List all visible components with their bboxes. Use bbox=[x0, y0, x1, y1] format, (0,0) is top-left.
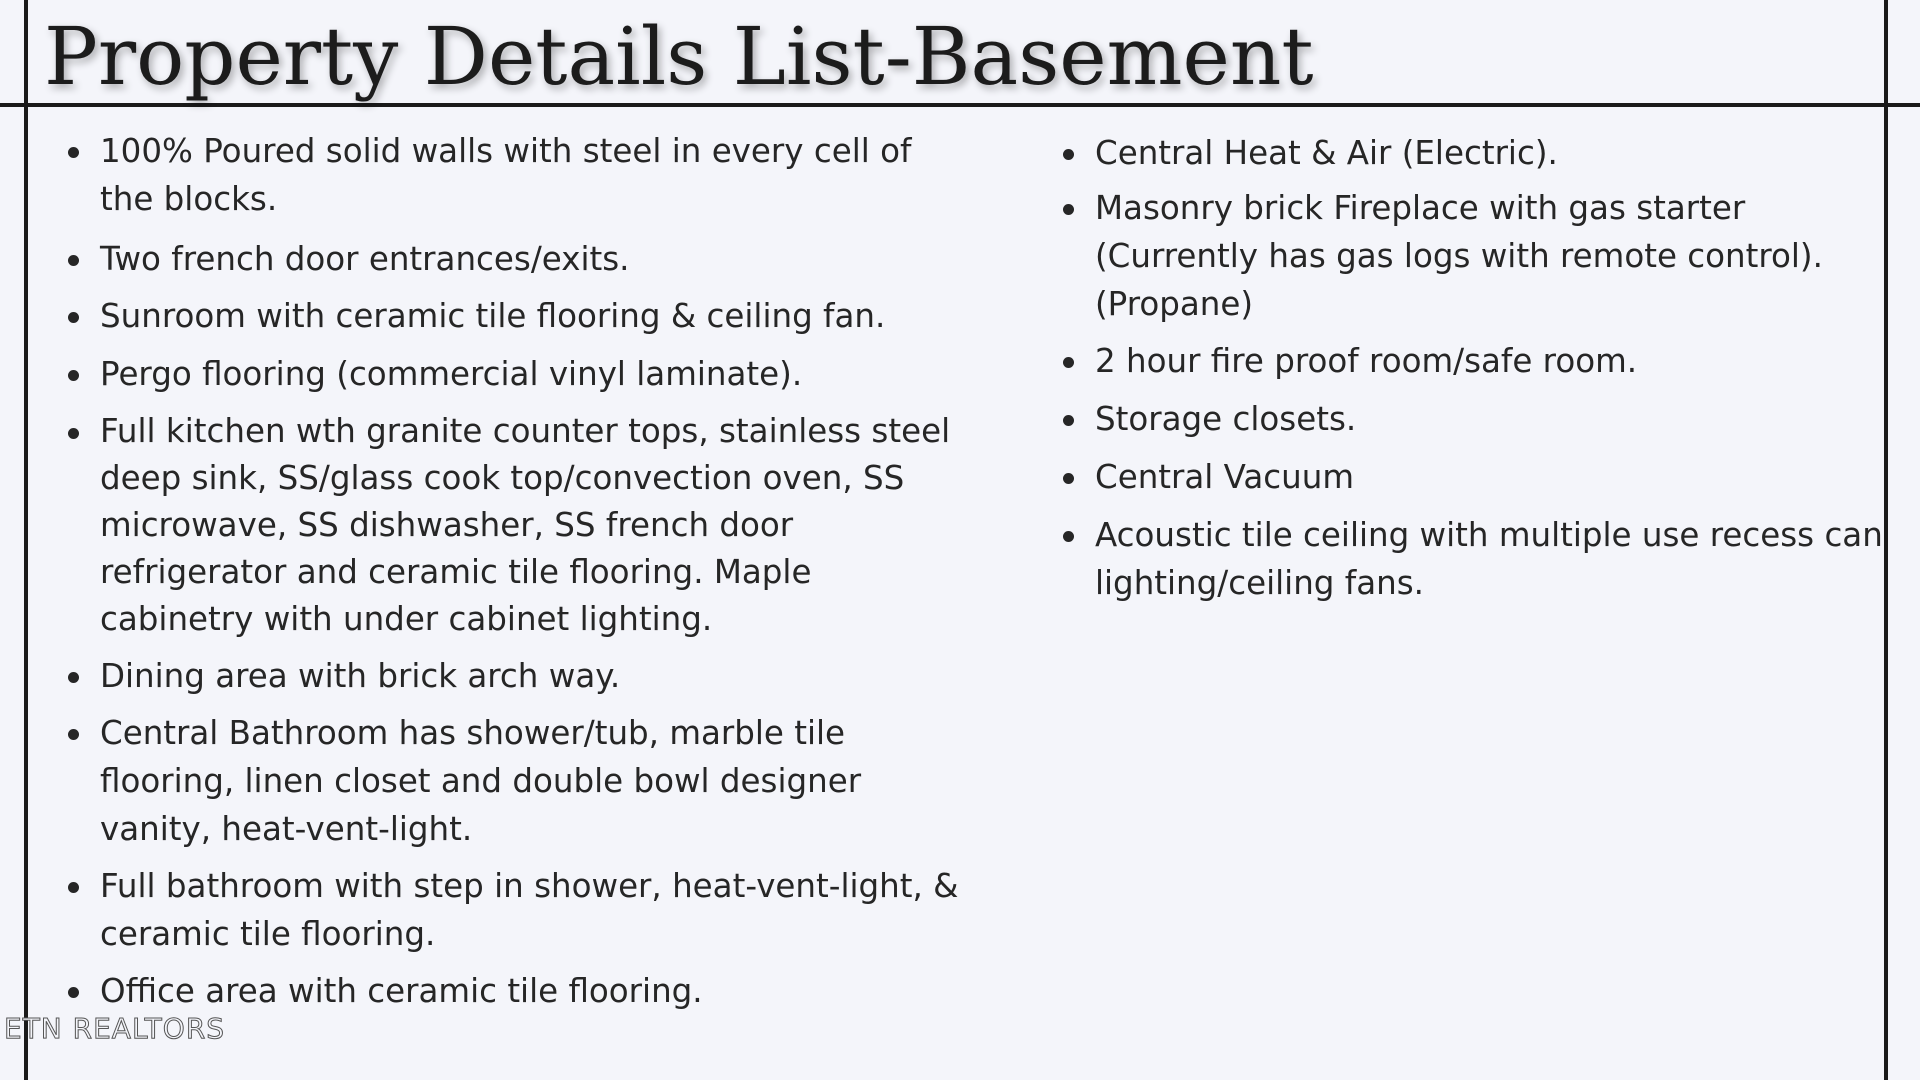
left-details-list bbox=[100, 127, 970, 1024]
list-item: Office area with ceramic tile flooring. bbox=[100, 967, 970, 1015]
list-item: Central Vacuum bbox=[1095, 453, 1885, 501]
list-item: Two french door entrances/exits. bbox=[100, 235, 970, 283]
list-item: Dining area with brick arch way. bbox=[100, 652, 970, 700]
list-item: Full kitchen wth granite counter tops, stainless steel deep sink, SS/glass cook top/convection oven, SS microwave, SS dishwasher, SS french door refrigerator and ceramic tile flooring. Maple cabinetry with under cabinet lighting. bbox=[100, 408, 970, 643]
list-item: Central Heat & Air (Electric). bbox=[1095, 129, 1885, 177]
page-title: Property Details List-Basement bbox=[44, 10, 1314, 103]
list-item: Central Bathroom has shower/tub, marble tile flooring, linen closet and double bowl designer vanity, heat-vent-light. bbox=[100, 709, 970, 853]
list-item: Masonry brick Fireplace with gas starter (Currently has gas logs with remote control). (Propane) bbox=[1095, 184, 1885, 328]
list-item: 100% Poured solid walls with steel in every cell of the blocks. bbox=[100, 127, 970, 223]
list-item: 2 hour fire proof room/safe room. bbox=[1095, 337, 1885, 385]
list-item: Full bathroom with step in shower, heat-vent-light, & ceramic tile flooring. bbox=[100, 862, 970, 958]
list-item: Storage closets. bbox=[1095, 395, 1885, 443]
watermark-logo-text: ETN REALTORS bbox=[4, 1012, 226, 1045]
list-item: Pergo flooring (commercial vinyl laminate). bbox=[100, 350, 970, 398]
right-details-list bbox=[1095, 129, 1885, 616]
list-item: Acoustic tile ceiling with multiple use recess can lighting/ceiling fans. bbox=[1095, 511, 1885, 607]
list-item: Sunroom with ceramic tile flooring & ceiling fan. bbox=[100, 292, 970, 340]
frame-left-border bbox=[24, 0, 28, 1080]
